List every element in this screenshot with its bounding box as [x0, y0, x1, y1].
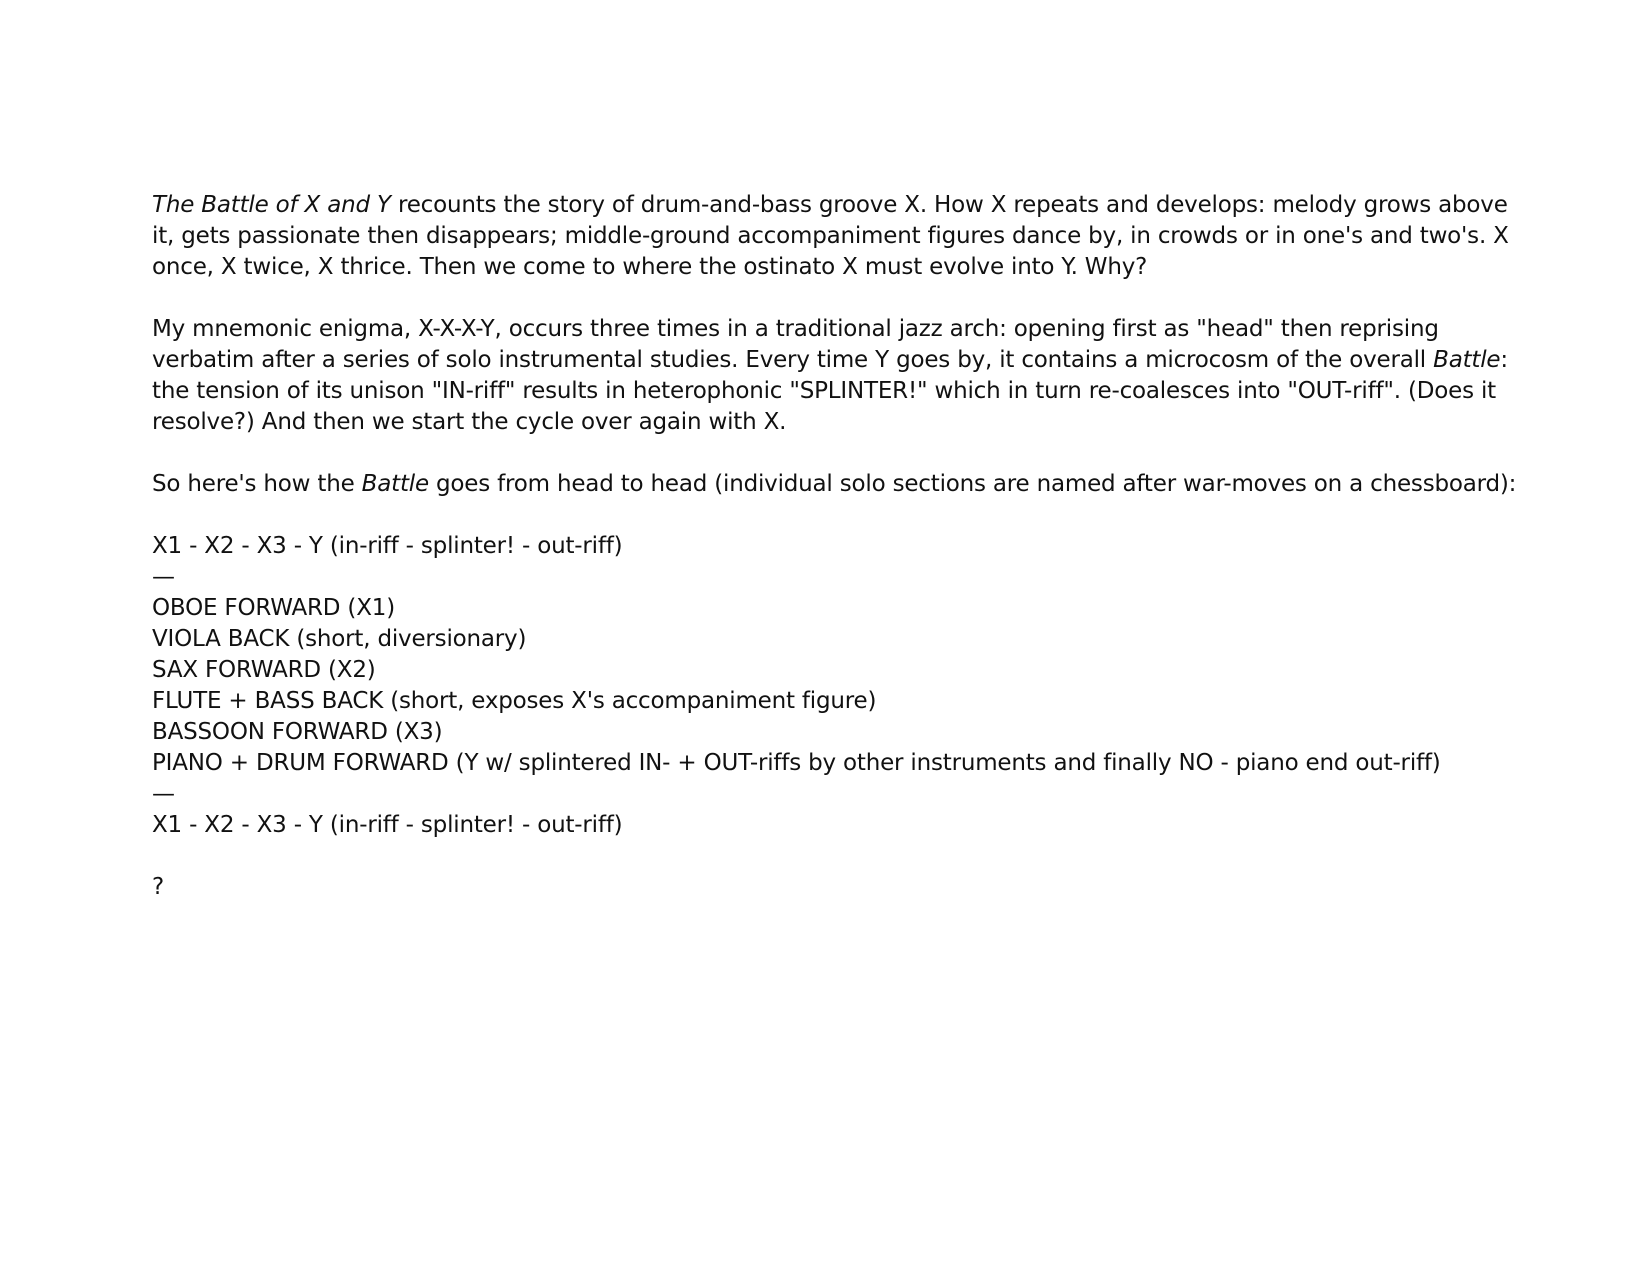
battle-italic: Battle	[1433, 347, 1501, 373]
head-formula-top: X1 - X2 - X3 - Y (in-riff - splinter! - out-riff)	[152, 533, 623, 559]
section-list	[152, 593, 1532, 779]
document-body	[152, 190, 1532, 903]
paragraph-intro-text: recounts the story of drum-and-bass groove X. How X repeats and develops: melody grows above it, gets passionate then disappears; middle-ground accompaniment figures dance by, in crowds or in one's and two's. X once, X twice, X thrice. Then we come to where the ostinato X must evolve into Y. Why?	[152, 192, 1509, 280]
paragraph-structure-text-after: goes from head to head (individual solo sections are named after war-moves on a chessboard):	[428, 471, 1517, 497]
section-item: VIOLA BACK (short, diversionary)	[152, 626, 527, 652]
divider-dash-bottom: —	[152, 781, 175, 807]
paragraph-structure-text-before: So here's how the	[152, 471, 362, 497]
section-item: BASSOON FORWARD (X3)	[152, 719, 443, 745]
paragraph-enigma	[152, 314, 1532, 438]
paragraph-structure	[152, 469, 1532, 500]
section-item: OBOE FORWARD (X1)	[152, 595, 395, 621]
section-item: PIANO + DRUM FORWARD (Y w/ splintered IN- + OUT-riffs by other instruments and finally NO - piano end out-riff)	[152, 750, 1441, 776]
closing-question-mark: ?	[152, 874, 165, 900]
divider-dash-top: —	[152, 564, 175, 590]
paragraph-gap	[152, 500, 1532, 531]
paragraph-intro	[152, 190, 1532, 283]
work-title: The Battle of X and Y	[152, 192, 391, 218]
head-formula-bottom: X1 - X2 - X3 - Y (in-riff - splinter! - out-riff)	[152, 812, 623, 838]
paragraph-gap	[152, 283, 1532, 314]
section-item: SAX FORWARD (X2)	[152, 657, 376, 683]
paragraph-gap	[152, 438, 1532, 469]
paragraph-enigma-text-before: My mnemonic enigma, X-X-X-Y, occurs three times in a traditional jazz arch: opening first as "head" then reprising verbatim after a series of solo instrumental studies. Every time Y goes by, it contains a microcosm of the overall	[152, 316, 1439, 373]
section-item: FLUTE + BASS BACK (short, exposes X's accompaniment figure)	[152, 688, 877, 714]
paragraph-enigma-text-after: : the tension of its unison "IN-riff" results in heterophonic "SPLINTER!" which in turn re-coalesces into "OUT-riff". (Does it resolve?) And then we start the cycle over again with X.	[152, 347, 1508, 435]
paragraph-gap	[152, 841, 1532, 872]
battle-italic: Battle	[361, 471, 429, 497]
